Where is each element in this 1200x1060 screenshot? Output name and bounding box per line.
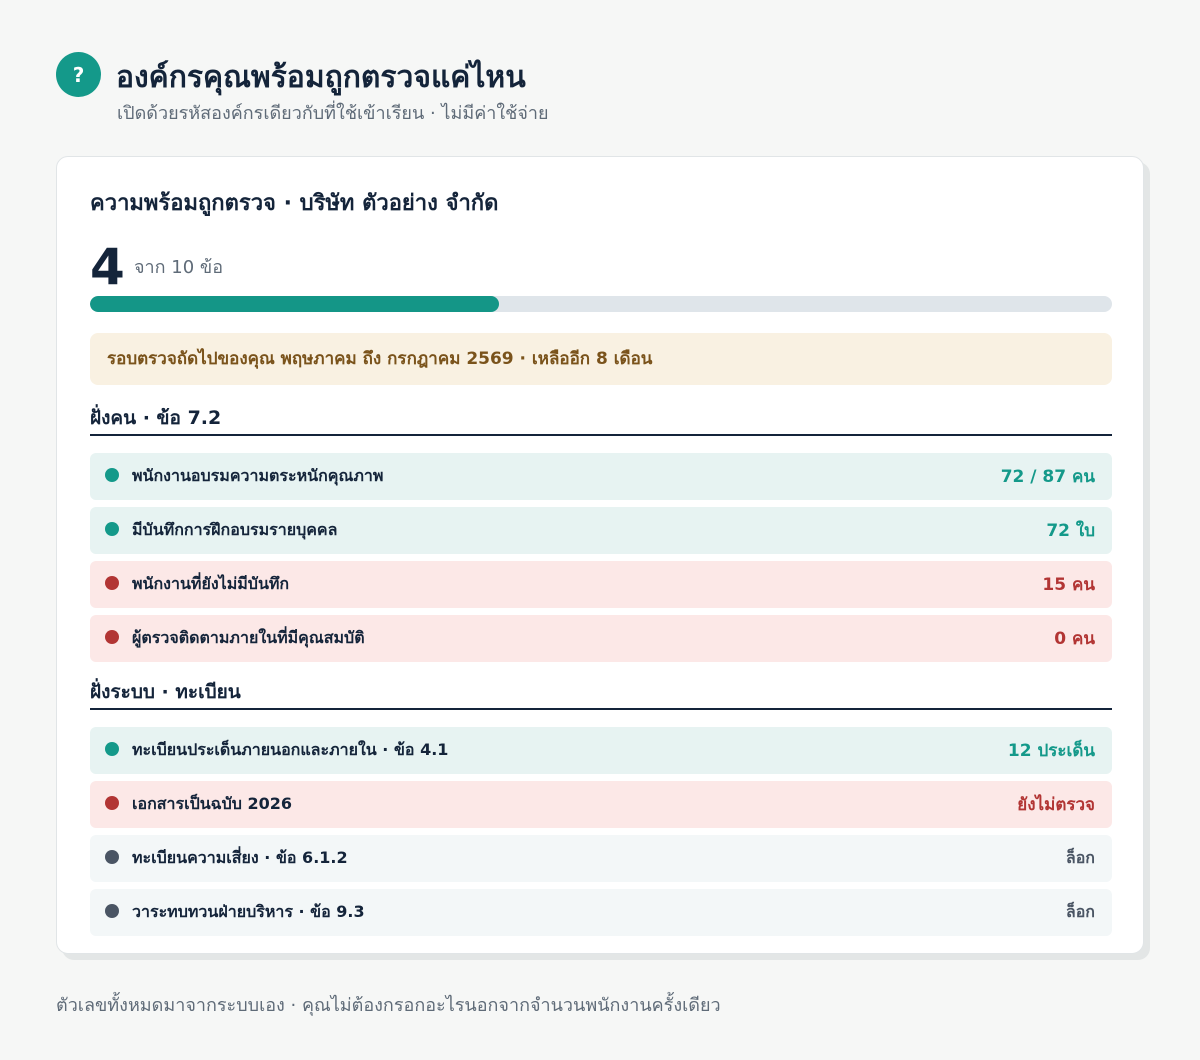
score-total-label: จาก 10 ข้อ <box>134 257 224 278</box>
section-heading: ฝั่งระบบ · ทะเบียน <box>90 677 1112 710</box>
checklist-row-label: วาระทบทวนฝ่ายบริหาร · ข้อ 9.3 <box>132 902 365 921</box>
checklist-row <box>90 727 1112 774</box>
status-dot-icon <box>105 468 119 482</box>
page-header <box>56 52 1146 132</box>
status-dot-icon <box>105 850 119 864</box>
question-mark-icon: ? <box>56 52 101 97</box>
readiness-progress-bar <box>90 296 1112 312</box>
checklist-row <box>90 889 1112 936</box>
checklist-row <box>90 507 1112 554</box>
checklist-row <box>90 781 1112 828</box>
checklist-row-value: 12 ประเด็น <box>1007 741 1095 761</box>
checklist-row-label: เอกสารเป็นฉบับ 2026 <box>132 794 292 813</box>
checklist-row-label: มีบันทึกการฝึกอบรมรายบุคคล <box>132 520 338 539</box>
readiness-score: 4 <box>90 238 125 296</box>
readiness-card <box>56 156 1144 954</box>
checklist-row-value: ยังไม่ตรวจ <box>1017 795 1095 815</box>
status-dot-icon <box>105 576 119 590</box>
status-dot-icon <box>105 796 119 810</box>
page-subtitle: เปิดด้วยรหัสองค์กรเดียวกับที่ใช้เข้าเรียน · ไม่มีค่าใช้จ่าย <box>117 103 549 124</box>
checklist-row-value: ล็อก <box>1065 902 1095 921</box>
checklist-row-value: 0 คน <box>1054 629 1095 649</box>
section-heading: ฝั่งคน · ข้อ 7.2 <box>90 403 1112 436</box>
checklist-row-label: พนักงานอบรมความตระหนักคุณภาพ <box>132 466 384 485</box>
page-title: องค์กรคุณพร้อมถูกตรวจแค่ไหน <box>116 60 526 95</box>
checklist-row <box>90 453 1112 500</box>
checklist-row-label: พนักงานที่ยังไม่มีบันทึก <box>132 574 290 593</box>
status-dot-icon <box>105 522 119 536</box>
readiness-progress-fill <box>90 296 499 312</box>
checklist-row-value: 72 / 87 คน <box>1000 467 1095 487</box>
checklist-row-label: ทะเบียนประเด็นภายนอกและภายใน · ข้อ 4.1 <box>132 740 449 759</box>
checklist-row-value: 72 ใบ <box>1046 521 1095 541</box>
checklist-row-value: 15 คน <box>1042 575 1095 595</box>
checklist-row <box>90 561 1112 608</box>
checklist-row <box>90 835 1112 882</box>
checklist-row-label: ผู้ตรวจติดตามภายในที่มีคุณสมบัติ <box>132 628 365 647</box>
footer-note: ตัวเลขทั้งหมดมาจากระบบเอง · คุณไม่ต้องกรอกอะไรนอกจากจำนวนพนักงานครั้งเดียว <box>56 995 721 1016</box>
status-dot-icon <box>105 904 119 918</box>
card-title: ความพร้อมถูกตรวจ · บริษัท ตัวอย่าง จำกัด <box>90 191 499 216</box>
status-dot-icon <box>105 630 119 644</box>
status-dot-icon <box>105 742 119 756</box>
checklist-row <box>90 615 1112 662</box>
checklist-row-label: ทะเบียนความเสี่ยง · ข้อ 6.1.2 <box>132 848 348 867</box>
next-audit-notice: รอบตรวจถัดไปของคุณ พฤษภาคม ถึง กรกฎาคม 2569 · เหลืออีก 8 เดือน <box>90 333 1112 385</box>
checklist-row-value: ล็อก <box>1065 848 1095 867</box>
